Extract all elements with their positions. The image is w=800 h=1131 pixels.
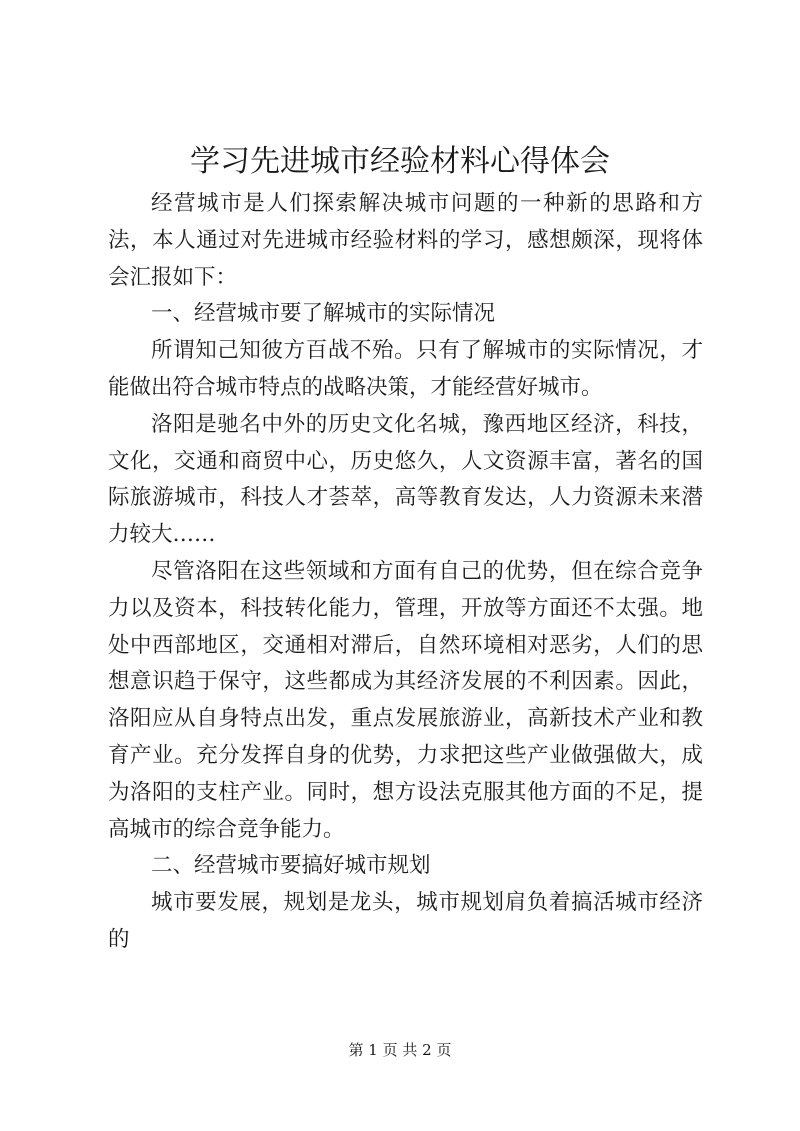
intro-paragraph: 经营城市是人们探索解决城市问题的一种新的思路和方法，本人通过对先进城市经验材料的学习，感想颇深，现将体会汇报如下：	[108, 191, 703, 290]
body-paragraph: 所谓知己知彼方百战不殆。只有了解城市的实际情况，才能做出符合城市特点的战略决策，才能经营好城市。	[108, 338, 703, 400]
document-body	[108, 186, 703, 959]
section-heading-1: 一、经营城市要了解城市的实际情况	[151, 301, 496, 327]
page-number-footer: 第 1 页 共 2 页	[348, 1041, 452, 1059]
body-paragraph: 洛阳是驰名中外的历史文化名城，豫西地区经济，科技，文化，交通和商贸中心，历史悠久，人文资源丰富，著名的国际旅游城市，科技人才荟萃，高等教育发达，人力资源未来潜力较大……	[108, 411, 703, 548]
section-heading-2: 二、经营城市要搞好城市规划	[151, 853, 431, 879]
body-paragraph: 城市要发展，规划是龙头，城市规划肩负着搞活城市经济的	[108, 890, 703, 952]
body-paragraph: 尽管洛阳在这些领域和方面有自己的优势，但在综合竞争力以及资本，科技转化能力，管理，开放等方面还不太强。地处中西部地区，交通相对滞后，自然环境相对恶劣，人们的思想意识趋于保守，这些都成为其经济发展的不利因素。因此，洛阳应从自身特点出发，重点发展旅游业，高新技术产业和教育产业。充分发挥自身的优势，力求把这些产业做强做大，成为洛阳的支柱产业。同时，想方设法克服其他方面的不足，提高城市的综合竞争能力。	[108, 558, 703, 842]
document-title: 学习先进城市经验材料心得体会	[190, 144, 610, 179]
